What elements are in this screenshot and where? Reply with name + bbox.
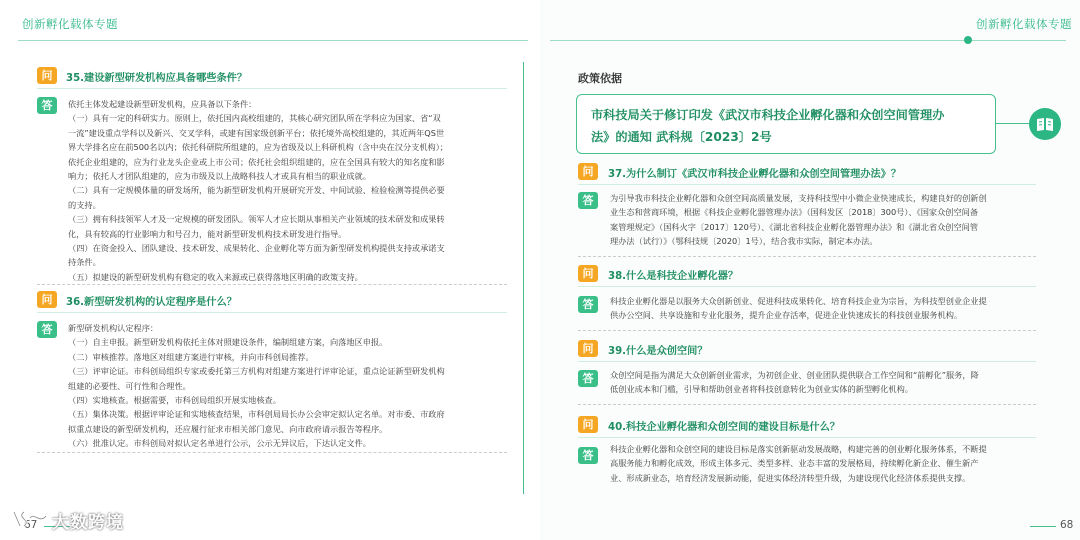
document-icon bbox=[1029, 108, 1061, 140]
answer-line: 响力；依托人才团队组建的，应为市级及以上战略科技人才或具有相当的职业成就。 bbox=[68, 171, 371, 182]
question-underline bbox=[578, 437, 1036, 438]
answer-line: 理办法（试行）》（鄂科技规〔2020〕1号），结合我市实际，制定本办法。 bbox=[610, 236, 878, 247]
separator bbox=[578, 330, 1036, 331]
answer-line: 为引导我市科技企业孵化器和众创空间高质量发展，支持科技型中小微企业快速成长，构建良好的创新创 bbox=[610, 193, 987, 203]
question-37: 37.为什么制订《武汉市科技企业孵化器和众创空间管理办法》？ bbox=[608, 169, 902, 180]
answer-36 bbox=[68, 321, 508, 451]
question-icon: 问 bbox=[578, 416, 598, 433]
answer-line: （五）集体决策。根据评审论证和实地核查结果，市科创局局长办公会审定拟认定名单。对市委、市政府 bbox=[68, 409, 445, 420]
question-40: 40.科技企业孵化器和众创空间的建设目标是什么？ bbox=[608, 422, 840, 433]
answer-line: 业、形成新业态，培育经济发展新动能，促进实体经济转型升级，为建设现代化经济体系提供支撑。 bbox=[610, 472, 971, 483]
question-36: 36.新型研发机构的认定程序是什么？ bbox=[66, 297, 237, 308]
question-icon: 问 bbox=[578, 340, 598, 357]
question-38: 38.什么是科技企业孵化器？ bbox=[608, 271, 739, 282]
notice-line: 市科技局关于修订印发《武汉市科技企业孵化器和众创空间管理办 bbox=[591, 108, 945, 122]
answer-39 bbox=[610, 368, 1040, 397]
answer-line: 业生态和营商环境，根据《科技企业孵化器管理办法》（国科发区〔2018〕300号）、《国家众创空间备 bbox=[610, 207, 979, 218]
answer-icon: 答 bbox=[37, 321, 57, 338]
question-icon: 问 bbox=[578, 265, 598, 282]
left-header-title: 创新孵化载体专题 bbox=[22, 17, 118, 31]
question-39: 39.什么是众创空间？ bbox=[608, 346, 708, 357]
answer-line: 拟重点建设的新型研发机构，还应履行征求市相关部门意见、向市政府请示报告等程序。 bbox=[68, 423, 388, 434]
notice-connector bbox=[996, 123, 1029, 124]
answer-line: 持条件。 bbox=[68, 257, 101, 268]
answer-icon: 答 bbox=[37, 97, 57, 114]
answer-line: （四）在资金投入、团队建设、技术研发、成果转化、企业孵化等方面为新型研发机构提供支持或承诺支 bbox=[68, 243, 445, 254]
answer-line: 组建的必要性、可行性和合理性。 bbox=[68, 380, 191, 391]
question-underline bbox=[578, 361, 1036, 362]
answer-line: 依托主体发起建设新型研发机构，应具备以下条件： bbox=[68, 99, 257, 109]
question-underline bbox=[37, 312, 507, 313]
question-underline bbox=[37, 88, 507, 89]
answer-icon: 答 bbox=[578, 447, 598, 464]
question-underline bbox=[578, 184, 1036, 185]
answer-line: （一）自主申报。新型研发机构依托主体对照建设条件，编制组建方案，向落地区申报。 bbox=[68, 337, 388, 348]
right-page-number: 68 bbox=[1060, 519, 1074, 531]
answer-line: （三）评审论证。市科创局组织专家或委托第三方机构对组建方案进行评审论证，重点论证新型研发机构 bbox=[68, 366, 445, 377]
left-page-number: 67 bbox=[24, 519, 38, 531]
right-header-line bbox=[550, 40, 1066, 41]
question-underline bbox=[578, 286, 1036, 287]
answer-37 bbox=[610, 191, 1040, 249]
answer-line: 的支持。 bbox=[68, 199, 101, 210]
answer-line: 案管理规定》（国科火字〔2017〕120号）、《湖北省科技企业孵化器管理办法》和《湖北省众创空间管 bbox=[610, 221, 979, 232]
answer-38 bbox=[610, 294, 1040, 323]
answer-line: 界大学排名应在前500名以内；依托科研院所组建的，应为省级及以上科研机构（含中央在汉分支机构）； bbox=[68, 142, 448, 153]
answer-line: （五）拟建设的新型研发机构有稳定的收入来源或已获得落地区明确的政策支持。 bbox=[68, 271, 363, 282]
answer-icon: 答 bbox=[578, 192, 598, 209]
right-page bbox=[540, 0, 1080, 540]
page-number-line bbox=[1030, 526, 1056, 527]
answer-line: 低创业成本和门槛，引导和帮助创业者将科技创意转化为创业实体的新型孵化机构。 bbox=[610, 384, 913, 395]
answer-icon: 答 bbox=[578, 370, 598, 387]
policy-notice bbox=[576, 94, 996, 154]
answer-line: 供办公空间、共享设施和专业化服务，提升企业存活率，促进企业快速成长的科技创业服务机构。 bbox=[610, 310, 963, 321]
left-header-line bbox=[18, 40, 528, 41]
separator bbox=[578, 404, 1036, 405]
question-icon: 问 bbox=[37, 67, 57, 84]
header-dot bbox=[964, 36, 972, 44]
answer-line: （四）实地核查。根据需要，市科创局组织开展实地核查。 bbox=[68, 395, 281, 406]
right-header-title: 创新孵化载体专题 bbox=[976, 17, 1072, 31]
watermark-logo-icon bbox=[10, 508, 50, 530]
answer-line: 依托企业组建的，应为行业龙头企业或上市公司；依托社会组织组建的，应在全国具有较大的知名度和影 bbox=[68, 156, 445, 167]
answer-line: （一）具有一定的科研实力。原则上，依托国内高校组建的，其核心研究团队所在学科应为国家、省“双 bbox=[68, 113, 441, 124]
separator bbox=[578, 256, 1036, 257]
question-icon: 问 bbox=[578, 163, 598, 180]
separator bbox=[37, 284, 507, 285]
answer-line: 众创空间是指为满足大众创新创业需求，为初创企业、创业团队提供联合工作空间和“前孵化”服务，降 bbox=[610, 370, 979, 380]
center-divider bbox=[523, 62, 524, 494]
answer-line: 科技企业孵化器和众创空间的建设目标是落实创新驱动发展战略，构建完善的创业孵化服务体系，不断提 bbox=[610, 444, 987, 454]
answer-35 bbox=[68, 97, 508, 284]
answer-line: （二）审核推荐。落地区对组建方案进行审核，并向市科创局推荐。 bbox=[68, 351, 314, 362]
answer-40 bbox=[610, 442, 1040, 485]
notice-line: 法》的通知 武科规〔2023〕2号 bbox=[591, 130, 772, 144]
answer-line: 一流”建设重点学科以及新兴、交叉学科，或建有国家级创新平台；依托境外高校组建的，其近两年QS世 bbox=[68, 127, 445, 138]
watermark-text: 大数跨境 bbox=[52, 513, 124, 533]
question-35: 35.建设新型研发机构应具备哪些条件？ bbox=[66, 73, 248, 84]
section-label: 政策依据 bbox=[578, 72, 622, 85]
answer-line: 化，具有较高的行业影响力和号召力，能对新型研发机构技术研发进行指导。 bbox=[68, 228, 347, 239]
answer-line: （六）批准认定。市科创局对拟认定名单进行公示，公示无异议后，下达认定文件。 bbox=[68, 438, 371, 449]
question-icon: 问 bbox=[37, 291, 57, 308]
answer-line: （三）拥有科技领军人才及一定规模的研发团队。领军人才应长期从事相关产业领域的技术研发和成果转 bbox=[68, 214, 445, 225]
answer-icon: 答 bbox=[578, 296, 598, 313]
answer-line: 高服务能力和孵化成效，形成主体多元、类型多样、业态丰富的发展格局，持续孵化新企业、催生新产 bbox=[610, 458, 979, 469]
answer-line: 科技企业孵化器是以服务大众创新创业、促进科技成果转化、培育科技企业为宗旨，为科技型创业企业提 bbox=[610, 296, 987, 306]
answer-line: 新型研发机构认定程序： bbox=[68, 323, 159, 333]
separator bbox=[37, 452, 507, 453]
answer-line: （二）具有一定规模体量的研发场所，能为新型研发机构开展研究开发、中间试验、检验检测等提供必要 bbox=[68, 185, 445, 196]
